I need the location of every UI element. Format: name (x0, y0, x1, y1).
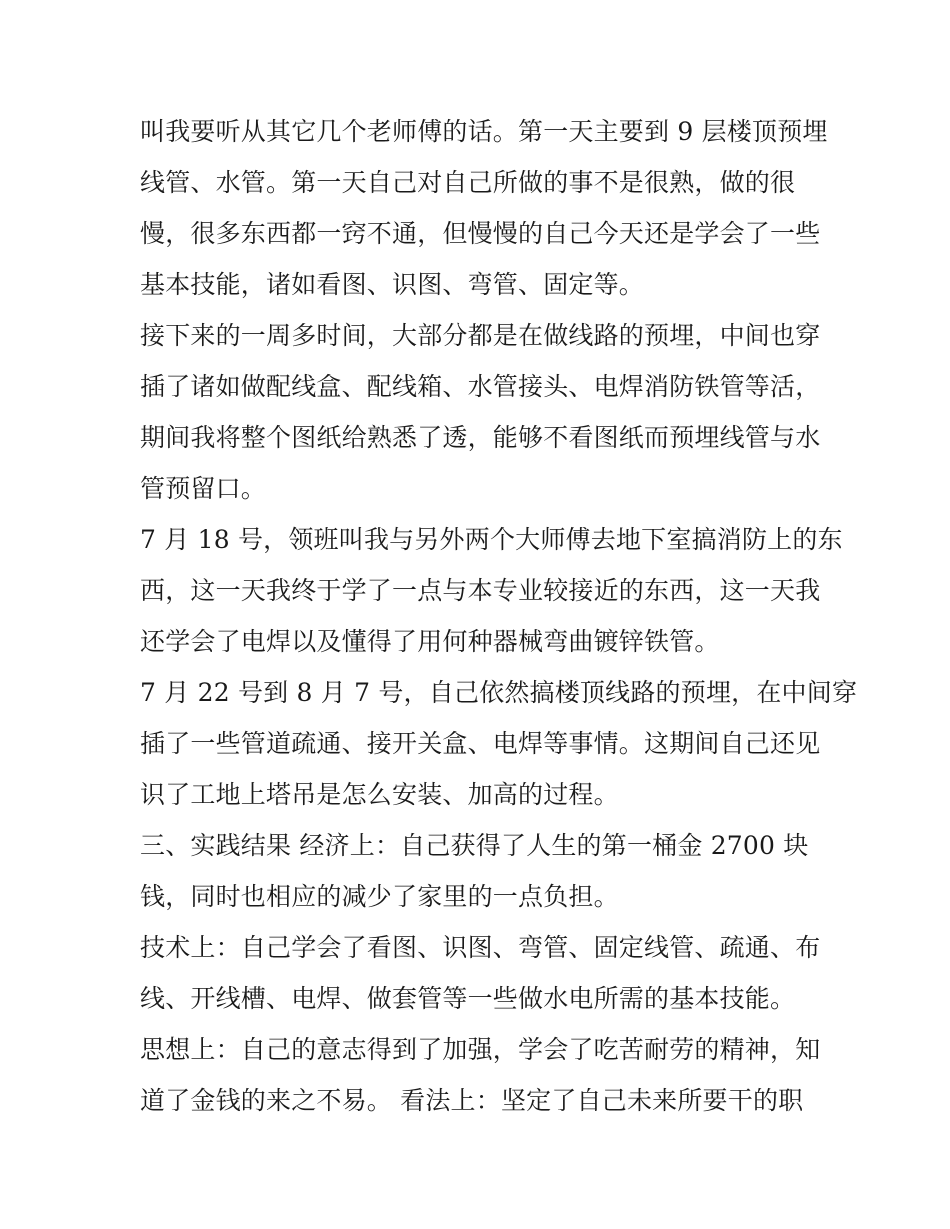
text-line: 基本技能，诸如看图、识图、弯管、固定等。 (140, 270, 645, 299)
text-line: 思想上：自己的意志得到了加强，学会了吃苦耐劳的精神，知 (140, 1035, 821, 1064)
text-line: 识了工地上塔吊是怎么安装、加高的过程。 (140, 780, 619, 809)
text-line: 技术上：自己学会了看图、识图、弯管、固定线管、疏通、布 (140, 933, 821, 962)
text-line: 三、实践结果 经济上：自己获得了人生的第一桶金 2700 块 (140, 831, 809, 860)
text-line: 7 月 22 号到 8 月 7 号，自己依然搞楼顶线路的预埋，在中间穿 (140, 678, 858, 707)
text-line: 插了诸如做配线盒、配线箱、水管接头、电焊消防铁管等活， (140, 372, 821, 401)
document-body (140, 106, 858, 1126)
text-line: 期间我将整个图纸给熟悉了透，能够不看图纸而预埋线管与水 (140, 423, 821, 452)
text-line: 插了一些管道疏通、接开关盒、电焊等事情。这期间自己还见 (140, 729, 821, 758)
text-line: 还学会了电焊以及懂得了用何种器械弯曲镀锌铁管。 (140, 627, 720, 656)
text-line: 叫我要听从其它几个老师傅的话。第一天主要到 9 层楼顶预埋 (140, 117, 828, 146)
text-line: 慢，很多东西都一窍不通，但慢慢的自己今天还是学会了一些 (140, 219, 821, 248)
text-line: 道了金钱的来之不易。 看法上：坚定了自己未来所要干的职 (140, 1086, 804, 1115)
text-line: 钱，同时也相应的减少了家里的一点负担。 (140, 882, 619, 911)
text-line: 接下来的一周多时间，大部分都是在做线路的预埋，中间也穿 (140, 321, 821, 350)
text-line: 线管、水管。第一天自己对自己所做的事不是很熟，做的很 (140, 168, 796, 197)
text-line: 管预留口。 (140, 474, 267, 503)
text-line: 西，这一天我终于学了一点与本专业较接近的东西，这一天我 (140, 576, 821, 605)
text-line: 7 月 18 号，领班叫我与另外两个大师傅去地下室搞消防上的东 (140, 525, 843, 554)
text-line: 线、开线槽、电焊、做套管等一些做水电所需的基本技能。 (140, 984, 796, 1013)
